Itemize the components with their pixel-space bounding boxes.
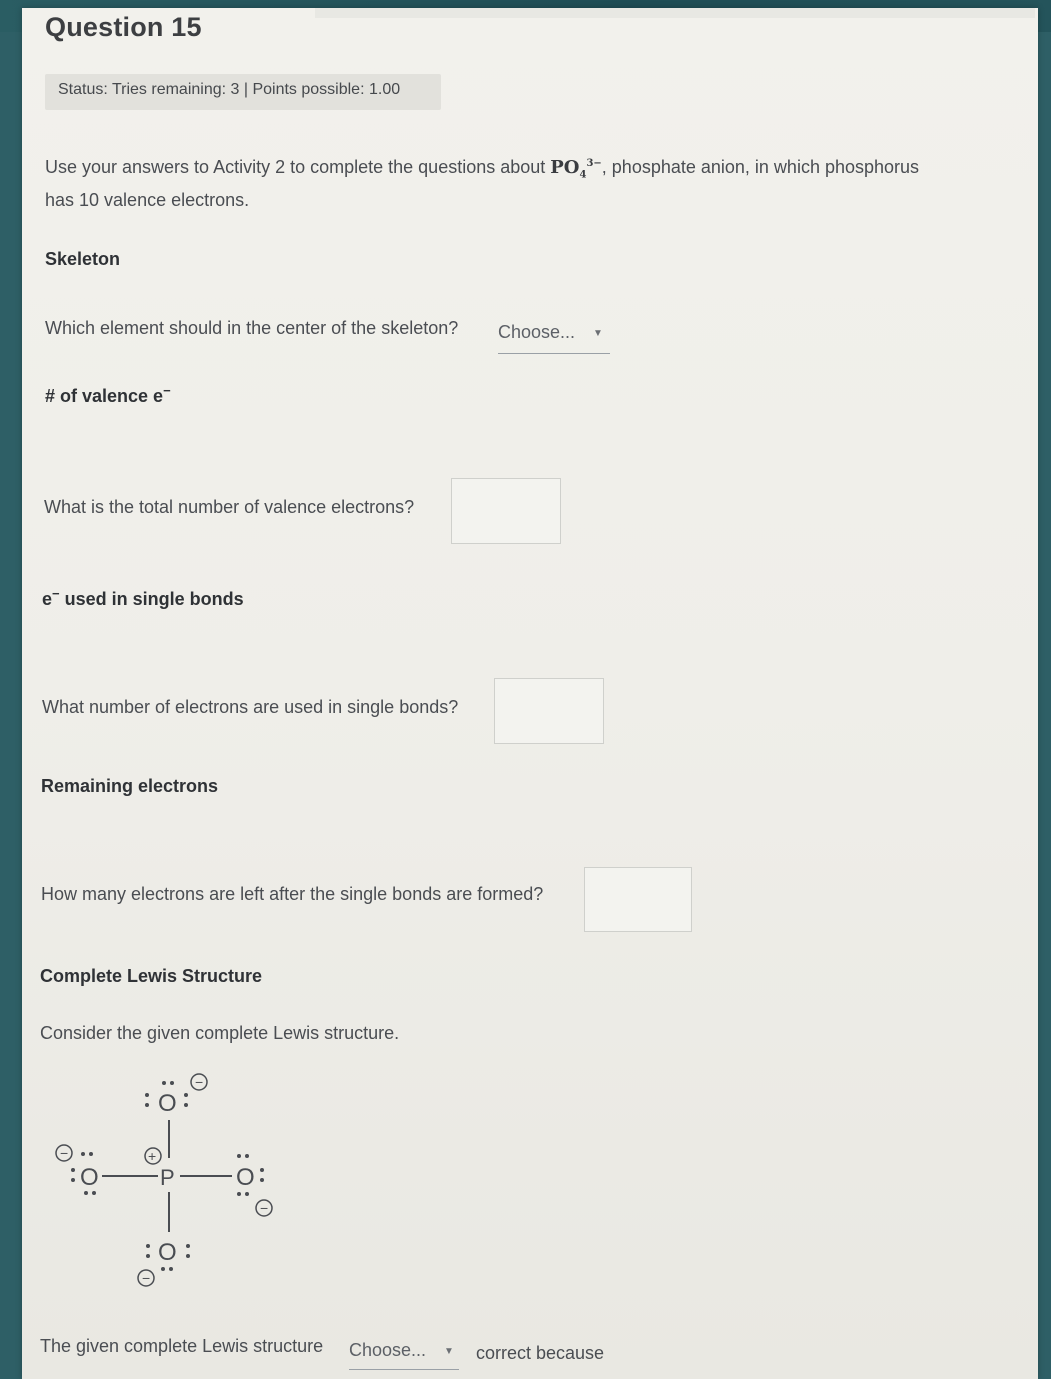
single-bonds-heading: e− used in single bonds	[42, 586, 244, 609]
lone-pair-dot	[186, 1244, 190, 1248]
lone-pair-dot	[81, 1152, 85, 1156]
oxygen-left-label: O	[80, 1164, 99, 1191]
lewis-correct-select-value: Choose...	[349, 1340, 427, 1360]
caret-down-icon: ▼	[444, 1345, 454, 1357]
single-bonds-question: What number of electrons are used in single bonds?	[42, 697, 459, 717]
intro-text-before: Use your answers to Activity 2 to complete the questions about	[45, 157, 551, 177]
lone-pair-dot	[170, 1081, 174, 1085]
oxygen-right-label: O	[236, 1164, 255, 1191]
valence-heading: # of valence e−	[45, 383, 171, 406]
lone-pair-dot	[260, 1178, 264, 1182]
lewis-heading: Complete Lewis Structure	[40, 966, 263, 986]
lone-pair-dot	[146, 1254, 150, 1258]
formal-charge-minus-label: −	[195, 1074, 204, 1090]
lone-pair-dot	[169, 1267, 173, 1271]
formal-charge-plus-label: +	[148, 1148, 157, 1164]
remaining-answer-input[interactable]	[584, 867, 692, 932]
intro-line-1	[45, 157, 1005, 181]
phosphorus-label: P	[160, 1165, 175, 1190]
caret-down-icon: ▼	[593, 327, 603, 339]
intro-text-after: , phosphate anion, in which phosphorus	[601, 157, 920, 177]
intro-line-2: has 10 valence electrons.	[45, 190, 250, 210]
formal-charge-minus-label: −	[260, 1200, 269, 1216]
formal-charge-minus-label: −	[60, 1145, 69, 1161]
formal-charge-minus-label: −	[142, 1270, 151, 1286]
valence-question: What is the total number of valence electrons?	[44, 497, 415, 517]
lone-pair-dot	[237, 1154, 241, 1158]
lone-pair-dot	[145, 1093, 149, 1097]
lone-pair-dot	[146, 1244, 150, 1248]
lone-pair-dot	[89, 1152, 93, 1156]
lone-pair-dot	[184, 1103, 188, 1107]
lone-pair-dot	[245, 1192, 249, 1196]
lone-pair-dot	[184, 1093, 188, 1097]
valence-answer-input[interactable]	[451, 478, 561, 544]
panel-top-edge	[315, 8, 1035, 18]
phosphate-formula: $PO_4^{3-}$	[550, 157, 602, 181]
lone-pair-dot	[84, 1191, 88, 1195]
oxygen-top-label: O	[158, 1090, 177, 1117]
skeleton-question: Which element should in the center of the skeleton?	[45, 318, 459, 338]
lewis-consider-text: Consider the given complete Lewis structure.	[40, 1023, 400, 1043]
lone-pair-dot	[92, 1191, 96, 1195]
lone-pair-dot	[71, 1168, 75, 1172]
question-title: Question 15	[45, 12, 202, 42]
skeleton-heading: Skeleton	[45, 249, 121, 269]
single-bonds-answer-input[interactable]	[494, 678, 604, 744]
lone-pair-dot	[186, 1254, 190, 1258]
remaining-question: How many electrons are left after the single bonds are formed?	[41, 884, 544, 904]
lone-pair-dot	[145, 1103, 149, 1107]
lewis-statement-before: The given complete Lewis structure	[40, 1336, 324, 1356]
status-text: Status: Tries remaining: 3 | Points possible: 1.00	[58, 81, 401, 98]
center-element-select-value: Choose...	[498, 322, 576, 342]
oxygen-bottom-label: O	[158, 1239, 177, 1266]
lone-pair-dot	[245, 1154, 249, 1158]
lewis-structure-diagram	[40, 1060, 300, 1300]
remaining-heading: Remaining electrons	[41, 776, 219, 796]
lone-pair-dot	[162, 1081, 166, 1085]
center-element-select[interactable]	[498, 322, 610, 354]
lone-pair-dot	[260, 1168, 264, 1172]
lone-pair-dot	[237, 1192, 241, 1196]
lewis-statement-after: correct because	[476, 1343, 605, 1363]
lone-pair-dot	[161, 1267, 165, 1271]
lewis-correct-select[interactable]	[349, 1340, 459, 1370]
lone-pair-dot	[71, 1178, 75, 1182]
